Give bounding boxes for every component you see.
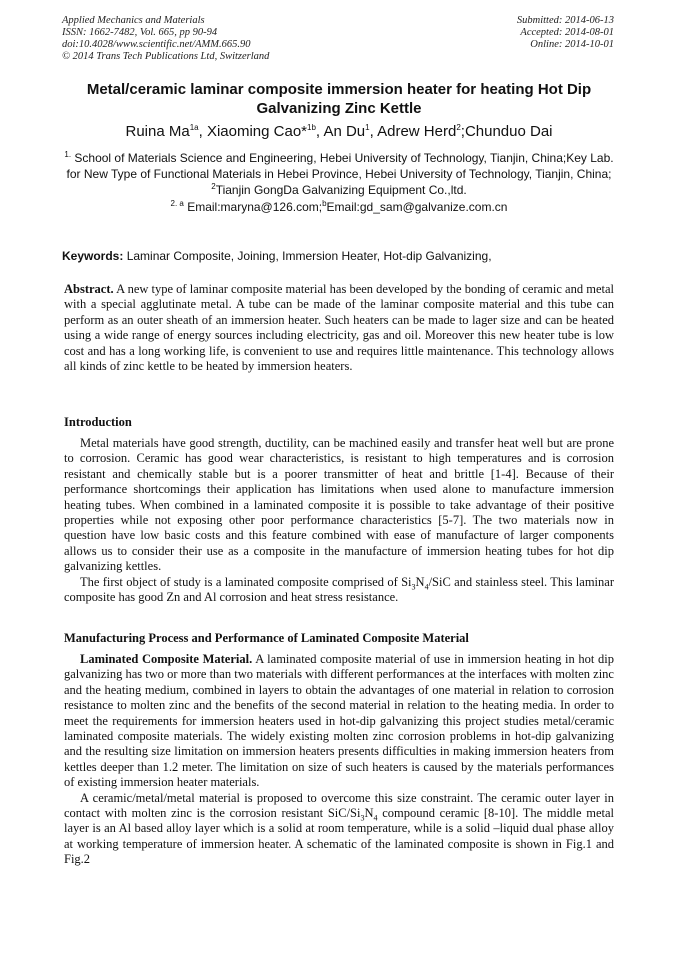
author-affil-mark: 2 <box>456 123 461 132</box>
author-name: Xiaoming Cao* <box>206 123 308 140</box>
affil-text: Tianjin GongDa Galvanizing Equipment Co.,ltd. <box>215 183 467 197</box>
dates-info <box>517 15 614 51</box>
abstract-section <box>64 282 614 374</box>
keywords <box>62 248 616 264</box>
email-mark: 2. a <box>170 199 184 208</box>
email-a: Email:maryna@126.com; <box>187 200 323 214</box>
author-affil-mark: 1 <box>365 123 370 132</box>
keywords-text: Laminar Composite, Joining, Immersion Heater, Hot-dip Galvanizing, <box>126 249 492 263</box>
doi-line: doi:10.4028/www.scientific.net/AMM.665.90 <box>62 39 251 50</box>
manufacturing-section <box>64 652 614 868</box>
journal-name: Applied Mechanics and Materials <box>62 15 205 26</box>
affil-text: School of Materials Science and Engineering, Hebei University of Technology, Tianjin, China;Key Lab. for New Type of Functional Materials in Hebei Province, Hebei University of Technology, Tianjin, China; <box>66 151 614 181</box>
section-heading-manufacturing: Manufacturing Process and Performance of Laminated Composite Material <box>64 631 469 645</box>
introduction-section <box>64 436 614 605</box>
author-name: Ruina Ma <box>125 123 190 140</box>
copyright-line: © 2014 Trans Tech Publications Ltd, Switzerland <box>62 51 270 62</box>
submitted-date: Submitted: 2014-06-13 <box>516 15 614 26</box>
author-name: Adrew Herd <box>377 123 457 140</box>
keywords-label: Keywords: <box>62 249 124 263</box>
email-b: Email:gd_sam@galvanize.com.cn <box>326 200 508 214</box>
abstract-text: A new type of laminar composite material has been developed by the bonding of ceramic and metal with a special agglutinate metal. A tube can be made of the laminar composite material and this tube can perform as an outer sheath of an immersion heater. Such heaters can be made to lager size and can be heated using a wide range of energy sources including electricity, gas and oil. Moreover this new heater tube is low cost and has a long working life, is convenient to use and requires little maintenance. This technology allows all kinds of zinc kettle to be heated by immersion heaters. <box>64 282 615 374</box>
abstract-label: Abstract. <box>64 282 114 296</box>
section-heading-introduction: Introduction <box>64 415 132 429</box>
author-affil-mark: 1a <box>189 123 199 132</box>
issn-line: ISSN: 1662-7482, Vol. 665, pp 90-94 <box>62 27 218 38</box>
accepted-date: Accepted: 2014-08-01 <box>520 27 614 38</box>
intro-paragraph-2: The first object of study is a laminated composite comprised of $Si_3N_4$/SiC and stainless steel. This laminar composite has good Zn and Al corrosion and heat stress resistance. <box>64 574 614 605</box>
email-line <box>62 199 616 215</box>
manufacturing-paragraph-2: A ceramic/metal/metal material is proposed to overcome this size constraint. The ceramic outer layer in contact with molten zinc is the corrosion resistant SiC/$Si_3N_4$ compound ceramic [8-10]. The middle metal layer is an Al based alloy layer which is a solid at room temperature, while is a solid –liquid dual phase alloy at working temperature of immersion heater. A schematic of the laminated composite is shown in Fig.1 and Fig.2 <box>64 790 615 867</box>
email-mark: b <box>322 199 327 208</box>
online-date: Online: 2014-10-01 <box>530 39 614 50</box>
author-name: An Du <box>323 123 366 140</box>
affil-mark: 1. <box>64 150 72 159</box>
intro-paragraph-1: Metal materials have good strength, ductility, can be machined easily and transfer heat well but are prone to corrosion. Ceramic has good wear characteristics, is resistant to high temperatures and is corrosion resistant and chemically stable but is a poorer transmitter of heat and brittle [1-4]. Because of their performance shortcomings their application has limitations when used alone to manufacture immersion heating tubes. When combined in a laminated composite it is possible to take advantage of their positive properties while not exposing other poor performance characteristics [5-7]. The two materials now in question have low basic costs and this feature combined with ease of manufacture of larger components allows us to consider their use as a composite in the manufacture of immersion heating tubes for hot dip galvanizing kettles. <box>64 436 614 574</box>
affiliations <box>62 150 616 198</box>
journal-info <box>62 15 269 63</box>
paper-title: Metal/ceramic laminar composite immersion heater for heating Hot Dip Galvanizing Zinc Kettle <box>86 81 592 117</box>
author-affil-mark: 1b <box>307 123 316 132</box>
author-name: Chunduo Dai <box>464 123 553 140</box>
affil-mark: 2 <box>211 182 216 191</box>
author-list: Ruina $Ma^{1a}$, Xiaoming Cao*$^{1b}$, An Du$^1$, Adrew Herd$^2$;Chunduo Dai <box>125 123 553 140</box>
manufacturing-paragraph-1: Laminated Composite Material. A laminated composite material of use in immersion heating in hot dip galvanizing has two or more than two materials with different performances at the interfaces with molten zinc and the heating medium, combined in layers to obtain the advantages of one material in relation to corrosion resistance to molten zinc and the benefits of the second material in relation to the heating media. In order to meet the requirements for immersion heaters used in hot-dip galvanizing this project studies metal/ceramic laminated composite materials. The widely existing molten zinc corrosion problems in hot-dip galvanizing and the resulting size limitation on immersion heaters presents difficulties in making immersion heaters from kettles deeper than 1.2 meter. The limitation on size of such heaters is caused by the materials performances of existing immersion heater materials. <box>64 652 615 790</box>
